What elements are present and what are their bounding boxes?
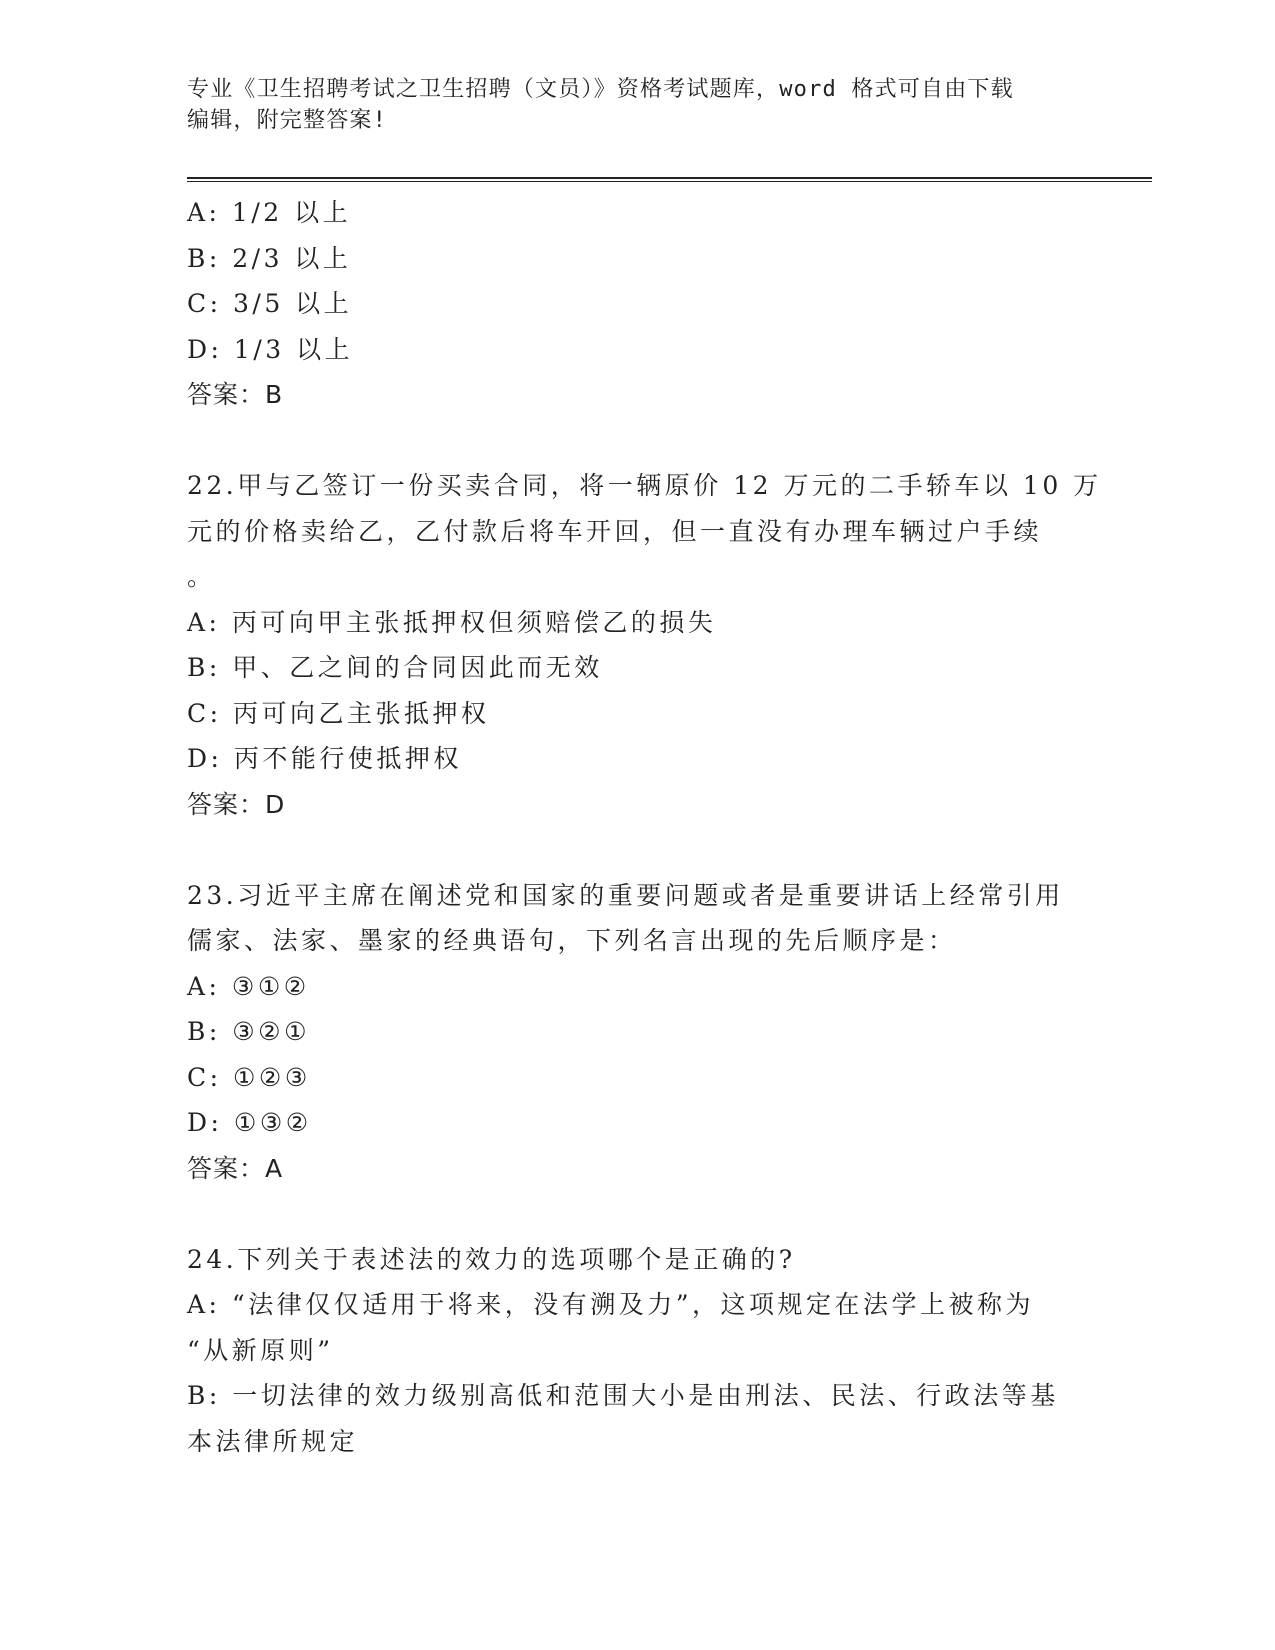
option-b: B: ③②① — [187, 1017, 310, 1046]
option-a: A: ③①② — [187, 971, 310, 1001]
question-stem-line: 元的价格卖给乙，乙付款后将车开回，但一直没有办理车辆过户手续 — [187, 516, 1043, 546]
header-line-1: 专业《卫生招聘考试之卫生招聘（文员）》资格考试题库，word 格式可自由下载 — [187, 77, 1014, 102]
question-23 — [187, 873, 1087, 1192]
question-stem-line: 24.下列关于表述法的效力的选项哪个是正确的? — [187, 1244, 796, 1274]
spacer — [187, 827, 1087, 873]
question-stem-line: 22.甲与乙签订一份买卖合同，将一辆原价 12 万元的二手轿车以 10 万 — [187, 471, 1102, 500]
option-a: A: “法律仅仅适用于将来，没有溯及力”，这项规定在法学上被称为 — [187, 1290, 1034, 1319]
option-b: B: 一切法律的效力级别高低和范围大小是由刑法、民法、行政法等基 — [187, 1381, 1059, 1410]
option-c: C: ①②③ — [187, 1062, 311, 1092]
answer-line: 答案：A — [187, 1153, 284, 1183]
document-header — [187, 74, 1067, 136]
header-divider — [187, 177, 1152, 182]
question-stem-line: 23.习近平主席在阐述党和国家的重要问题或者是重要讲话上经常引用 — [187, 880, 1064, 910]
spacer — [187, 1191, 1087, 1237]
question-24 — [187, 1237, 1087, 1465]
option-b: B: 甲、乙之间的合同因此而无效 — [187, 653, 603, 682]
question-stem-line: 。 — [187, 562, 216, 591]
option-b: B: 2/3 以上 — [187, 243, 352, 273]
question-21 — [187, 190, 1087, 418]
option-d: D: 1/3 以上 — [187, 334, 354, 364]
option-d: D: 丙不能行使抵押权 — [187, 744, 462, 773]
question-22 — [187, 463, 1102, 827]
answer-line: 答案：B — [187, 380, 284, 409]
answer-line: 答案：D — [187, 789, 286, 819]
question-content — [187, 190, 1102, 1464]
option-d: D: ①③② — [187, 1108, 312, 1137]
question-stem-line: 儒家、法家、墨家的经典语句，下列名言出现的先后顺序是： — [187, 926, 957, 955]
option-a: A: 丙可向甲主张抵押权但须赔偿乙的损失 — [187, 607, 717, 637]
option-c: C: 丙可向乙主张抵押权 — [187, 698, 490, 728]
option-a-continued: “从新原则” — [187, 1335, 334, 1365]
option-a: A: 1/2 以上 — [187, 198, 352, 227]
spacer — [187, 418, 1087, 464]
header-line-2: 编辑，附完整答案! — [187, 108, 388, 133]
option-c: C: 3/5 以上 — [187, 289, 353, 318]
option-b-continued: 本法律所规定 — [187, 1426, 359, 1456]
